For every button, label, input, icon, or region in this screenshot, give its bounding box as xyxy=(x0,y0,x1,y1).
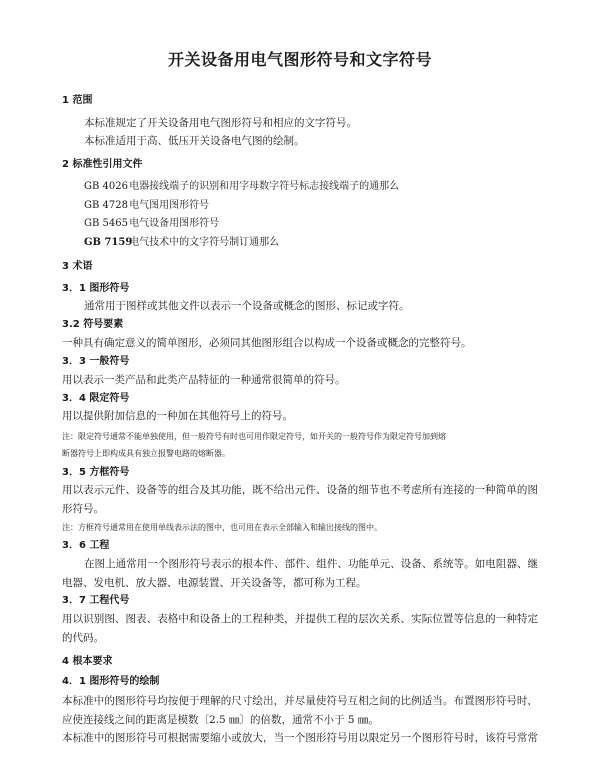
clause-4-1-paragraph-line-3: 本标准中的图形符号可根据需要缩小或放大，当一个图形符号用以限定另一个图形符号时，该符号常常 xyxy=(62,732,538,744)
term-3-1-heading: 3．1 图形符号 xyxy=(62,283,130,294)
term-3-7-definition-line-1: 用以识别图、图表、表格中和设备上的工程种类，并提供工程的层次关系、实际位置等信息的一种特定 xyxy=(62,613,538,625)
term-3-5-definition-line-2: 形符号。 xyxy=(62,503,104,515)
reference-text: 电气图用图形符号 xyxy=(129,200,210,211)
section-1-paragraph-2: 本标准适用于高、低压开关设备电气图的绘制。 xyxy=(84,135,305,147)
reference-item xyxy=(84,236,279,250)
clause-4-1-paragraph-line-1: 本标准中的图形符号均按便于理解的尺寸绘出，并尽量使符号互相之间的比例适当。布置图形符号时， xyxy=(62,695,538,707)
reference-item xyxy=(84,217,219,231)
reference-item xyxy=(84,199,209,213)
section-2-heading: 2 标准性引用文件 xyxy=(62,159,143,170)
term-3-7-definition-line-2: 的代码。 xyxy=(62,632,104,644)
term-3-6-definition-line-1: 在图上通常用一个图形符号表示的根本件、部件、组件、功能单元、设备、系统等。如电阻器、继 xyxy=(84,558,538,570)
term-3-4-note-line-1: 注：限定符号通常不能单独使用，但一般符号有时也可用作限定符号，如开关的一般符号作为限定符号加到熔 xyxy=(62,432,446,441)
reference-text: 电气设备用图形符号 xyxy=(129,218,220,229)
document-title: 开关设备用电气图形符号和文字符号 xyxy=(167,50,432,69)
section-1-paragraph-1: 本标准规定了开关设备用电气图形符号和相应的文字符号。 xyxy=(84,117,357,129)
term-3-3-heading: 3．3 一般符号 xyxy=(62,356,130,367)
term-3-2-heading: 3.2 符号要素 xyxy=(62,319,124,330)
reference-code: GB 5465 xyxy=(84,218,128,229)
term-3-4-definition: 用以提供附加信息的一种加在其他符号上的符号。 xyxy=(62,410,293,422)
term-3-4-heading: 3．4 限定符号 xyxy=(62,393,130,404)
reference-text: 电器接线端子的识别和用字母数字符号标志接线端子的通那么 xyxy=(129,181,400,192)
term-3-4-note-line-2: 断器符号上即构成具有独立报警电路的熔断器。 xyxy=(62,449,230,458)
clause-4-1-heading: 4．1 图形符号的绘制 xyxy=(62,676,160,687)
term-3-5-definition-line-1: 用以表示元件、设备等的组合及其功能，既不给出元件、设备的细节也不考虑所有连接的一种简单的图 xyxy=(62,484,538,496)
term-3-7-heading: 3．7 工程代号 xyxy=(62,595,130,606)
section-3-heading: 3 术语 xyxy=(62,261,93,272)
reference-item xyxy=(84,180,399,194)
section-1-heading: 1 范围 xyxy=(62,95,93,106)
reference-text: 电气技术中的文字符号制订通那么 xyxy=(129,237,280,248)
reference-code: GB 4026 xyxy=(84,181,128,192)
reference-code: GB 7159 xyxy=(84,237,133,248)
term-3-3-definition: 用以表示一类产品和此类产品特征的一种通常很简单的符号。 xyxy=(62,374,346,386)
term-3-2-definition: 一种具有确定意义的简单图形，必须同其他图形组合以构成一个设备或概念的完整符号。 xyxy=(62,337,472,349)
reference-code: GB 4728 xyxy=(84,200,128,211)
term-3-6-definition-line-2: 电器、发电机、放大器、电源装置、开关设备等，都可称为工程。 xyxy=(62,577,367,589)
section-4-heading: 4 根本要求 xyxy=(62,656,113,667)
term-3-5-heading: 3．5 方框符号 xyxy=(62,467,130,478)
term-3-1-definition: 通常用于图样或其他文件以表示一个设备或概念的图形、标记或字符。 xyxy=(84,300,410,312)
term-3-5-note: 注：方框符号通常用在使用单线表示法的图中，也可用在表示全部输入和输出接线的图中。 xyxy=(62,523,382,532)
clause-4-1-paragraph-line-2: 应使连接线之间的距离是模数〔2.5 ㎜〕的倍数，通常不小于 5 ㎜。 xyxy=(62,714,379,726)
term-3-6-heading: 3．6 工程 xyxy=(62,540,110,551)
